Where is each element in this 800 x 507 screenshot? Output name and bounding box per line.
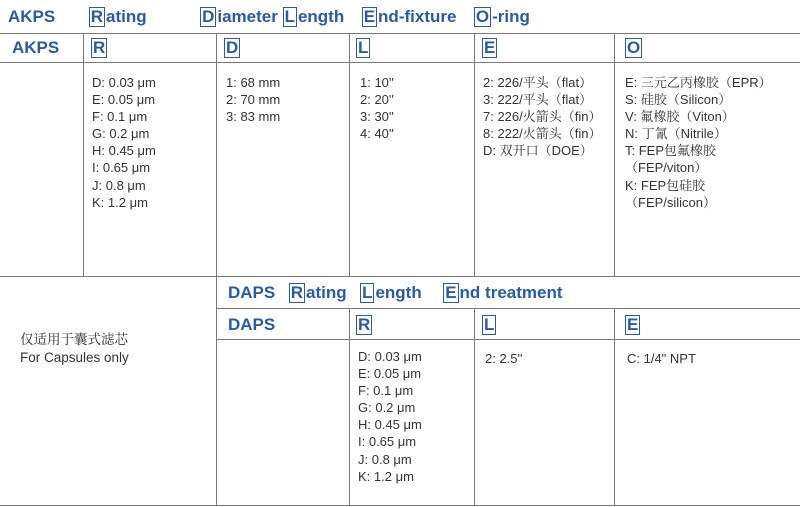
daps-col-divider-2 xyxy=(474,308,475,506)
akps-diameter-list xyxy=(226,74,280,125)
list-item: F: 0.1 μm xyxy=(92,109,148,125)
letter-box: D xyxy=(202,7,215,26)
col-divider-1 xyxy=(83,33,84,276)
list-item: I: 0.65 μm xyxy=(92,160,151,176)
list-item: C: 1/4" NPT xyxy=(627,351,696,366)
daps-header-l: L xyxy=(484,315,495,334)
col-divider-2 xyxy=(216,33,217,506)
rule-akps-bottom xyxy=(0,276,800,277)
daps-header-r: R xyxy=(358,315,371,334)
list-item: D: 双开口（DOE） xyxy=(483,143,593,159)
title-part-length: L ength xyxy=(284,7,345,26)
list-item: 2: 20'' xyxy=(360,92,394,108)
list-item: 1: 68 mm xyxy=(226,75,281,90)
list-item: 1: 10'' xyxy=(360,75,394,90)
list-item: 2: 226/平头（flat） xyxy=(483,75,593,90)
list-item: 7: 226/火箭头（fin） xyxy=(483,109,602,125)
akps-code-title xyxy=(8,6,530,28)
letter-box: L xyxy=(284,7,295,26)
list-item: F: 0.1 μm xyxy=(358,383,414,399)
rule-top-title xyxy=(0,33,800,34)
list-item: I: 0.65 μm xyxy=(358,434,417,450)
daps-title-part-rating: R ating xyxy=(290,283,347,302)
list-item: S: 硅胶（Silicon） xyxy=(625,92,732,108)
list-item: K: 1.2 μm xyxy=(358,468,414,484)
akps-header-label: AKPS xyxy=(12,38,60,57)
list-item: V: 氟橡胶（Viton） xyxy=(625,109,735,125)
list-item: J: 0.8 μm xyxy=(358,451,412,467)
capsule-note xyxy=(20,331,129,367)
letter-box: O xyxy=(475,7,490,26)
list-item: 2: 2.5'' xyxy=(485,351,523,366)
col-divider-5 xyxy=(614,33,615,276)
rule-daps-header xyxy=(216,339,800,340)
list-item: T: FEP包氟橡胶 xyxy=(625,143,717,159)
list-item: （FEP/silicon） xyxy=(625,194,717,210)
letter-box: E xyxy=(363,7,376,26)
letter-box: R xyxy=(90,7,103,26)
letter-box: E xyxy=(445,283,457,302)
akps-header-o: O xyxy=(627,38,641,57)
list-item: 3: 83 mm xyxy=(226,109,281,125)
list-item: （FEP/viton） xyxy=(625,160,708,176)
akps-prefix: AKPS xyxy=(8,7,56,26)
list-item: 4: 40'' xyxy=(360,126,394,142)
list-item: N: 丁氰（Nitrile） xyxy=(625,126,727,142)
akps-header-r: R xyxy=(93,38,106,57)
list-item: H: 0.45 μm xyxy=(92,143,156,159)
daps-title-part-end-treatment: E nd treatment xyxy=(445,283,563,302)
list-item: 8: 222/火箭头（fin） xyxy=(483,126,602,142)
letter-box: L xyxy=(362,283,373,302)
col-divider-4 xyxy=(474,33,475,276)
daps-header-label: DAPS xyxy=(228,315,276,334)
title-part-rating: R ating xyxy=(90,7,147,26)
letter-box: R xyxy=(290,283,303,302)
list-item: 3: 222/平头（flat） xyxy=(483,92,593,108)
rule-bottom xyxy=(0,505,800,506)
akps-header-l: L xyxy=(358,38,369,57)
list-item: H: 0.45 μm xyxy=(358,417,422,433)
daps-length-list xyxy=(485,350,523,367)
list-item: G: 0.2 μm xyxy=(358,400,416,416)
list-item: D: 0.03 μm xyxy=(92,75,156,90)
daps-rating-list xyxy=(358,348,422,485)
list-item: J: 0.8 μm xyxy=(92,177,146,193)
daps-col-divider-3 xyxy=(614,308,615,506)
list-item: D: 0.03 μm xyxy=(358,349,422,364)
title-part-diameter: D iameter xyxy=(202,7,278,26)
list-item: 2: 70 mm xyxy=(226,92,281,108)
daps-header-e: E xyxy=(627,315,639,334)
rule-daps-title xyxy=(216,308,800,309)
akps-end-fixture-list xyxy=(483,74,602,159)
col-divider-3 xyxy=(349,33,350,276)
daps-col-divider-1 xyxy=(349,308,350,506)
daps-code-title xyxy=(228,282,563,304)
daps-prefix: DAPS xyxy=(228,283,276,302)
capsule-note-cn: 仅适用于囊式滤芯 xyxy=(20,332,128,347)
akps-o-ring-list xyxy=(625,74,772,211)
list-item: G: 0.2 μm xyxy=(92,126,150,142)
akps-header-e: E xyxy=(484,38,496,57)
akps-length-list xyxy=(360,74,394,142)
list-item: 3: 30'' xyxy=(360,109,394,125)
list-item: E: 0.05 μm xyxy=(358,366,422,382)
daps-end-treatment-list xyxy=(627,350,696,367)
title-part-o-ring: O -ring xyxy=(475,7,530,26)
rule-akps-header xyxy=(0,62,800,63)
capsule-note-en: For Capsules only xyxy=(20,350,129,365)
list-item: K: FEP包硅胶 xyxy=(625,177,706,193)
list-item: K: 1.2 μm xyxy=(92,194,148,210)
akps-rating-list xyxy=(92,74,156,211)
title-part-end-fixture: E nd-fixture xyxy=(363,7,457,26)
daps-title-part-length: L ength xyxy=(362,283,422,302)
list-item: E: 0.05 μm xyxy=(92,92,156,108)
list-item: E: 三元乙丙橡胶（EPR） xyxy=(625,75,772,90)
akps-header-d: D xyxy=(226,38,239,57)
